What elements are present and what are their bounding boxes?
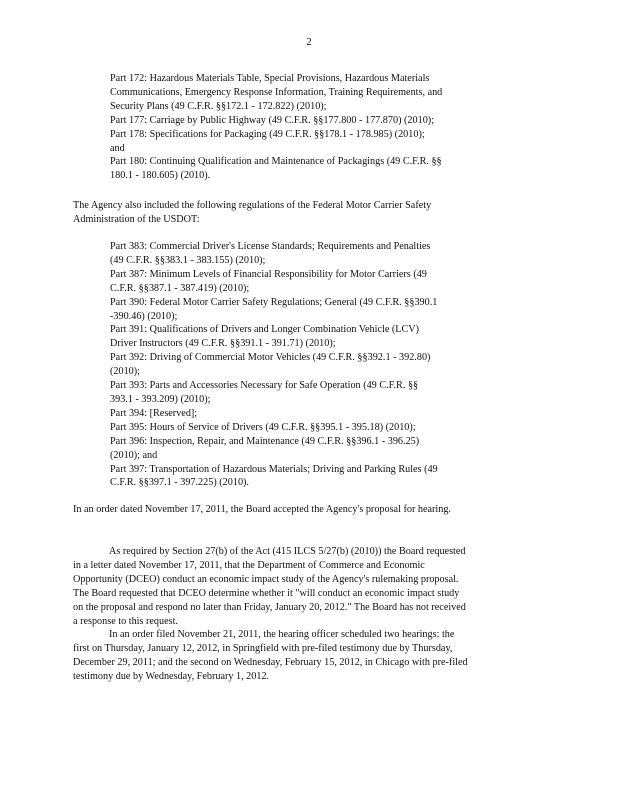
list-line: Part 393: Parts and Accessories Necessary for Safe Operation (49 C.F.R. §§ [110,380,419,392]
list-line: C.F.R. §§387.1 - 387.419) (2010); [110,282,250,294]
list-line: Driver Instructors (49 C.F.R. §§391.1 - 391.71) (2010); [110,338,336,350]
list-line: (2010); [110,366,140,378]
list-line: Part 390: Federal Motor Carrier Safety Regulations; General (49 C.F.R. §§390.1 [110,296,438,308]
list-line: (49 C.F.R. §§383.1 - 383.155) (2010); [110,254,266,266]
paragraph-line: first on Thursday, January 12, 2012, in Springfield with pre-filed testimony due by Thursday, [73,642,453,654]
paragraph-line: a response to this request. [73,615,178,627]
fmcsa-parts-list [110,240,510,490]
page-number: 2 [306,36,312,48]
dceo-request-paragraph [73,545,543,628]
list-line: Part 394: [Reserved]; [110,407,198,419]
paragraph-line: In an order filed November 21, 2011, the hearing officer scheduled two hearings: the [109,629,455,640]
list-line: (2010); and [110,449,158,461]
list-line: Security Plans (49 C.F.R. §§172.1 - 172.822) (2010); [110,100,327,112]
list-line: Part 391: Qualifications of Drivers and Longer Combination Vehicle (LCV) [110,324,420,336]
paragraph-line: Administration of the USDOT: [73,213,200,225]
list-line: Part 178: Specifications for Packaging (49 C.F.R. §§178.1 - 178.985) (2010); [110,128,425,140]
paragraph-line: December 29, 2011; and the second on Wednesday, February 15, 2012, in Chicago with pre-filed [73,656,468,668]
list-line: Part 180: Continuing Qualification and Maintenance of Packagings (49 C.F.R. §§ [110,156,442,168]
list-line: 180.1 - 180.605) (2010). [110,170,211,182]
paragraph-line: The Board requested that DCEO determine whether it "will conduct an economic impact study [73,587,460,599]
list-line: C.F.R. §§397.1 - 397.225) (2010). [110,477,249,489]
list-line: Part 177: Carriage by Public Highway (49 C.F.R. §§177.800 - 177.870) (2010); [110,114,435,126]
list-line: Part 395: Hours of Service of Drivers (49 C.F.R. §§395.1 - 395.18) (2010); [110,421,416,433]
list-line: Part 397: Transportation of Hazardous Materials; Driving and Parking Rules (49 [110,463,438,475]
paragraph-line: Opportunity (DCEO) conduct an economic impact study of the Agency's rulemaking proposal. [73,573,459,585]
hearing-schedule-paragraph [73,628,543,684]
list-line: Part 387: Minimum Levels of Financial Responsibility for Motor Carriers (49 [110,268,427,280]
paragraph-line: The Agency also included the following regulations of the Federal Motor Carrier Safety [73,200,432,211]
board-order-paragraph [73,503,543,517]
list-line: Part 383: Commercial Driver's License Standards; Requirements and Penalties [110,241,431,252]
list-line: and [110,142,125,154]
paragraph-line: In an order dated November 17, 2011, the Board accepted the Agency's proposal for hearing. [73,504,451,515]
paragraph-line: As required by Section 27(b) of the Act (415 ILCS 5/27(b) (2010)) the Board requested [109,546,466,557]
fmcsa-intro-paragraph [73,199,543,227]
list-line: Part 392: Driving of Commercial Motor Vehicles (49 C.F.R. §§392.1 - 392.80) [110,352,431,364]
paragraph-line: on the proposal and respond no later than Friday, January 20, 2012." The Board has not received [73,601,466,613]
hazmat-parts-list [110,72,510,183]
paragraph-line: in a letter dated November 17, 2011, that the Department of Commerce and Economic [73,559,425,571]
list-line: 393.1 - 393.209) (2010); [110,393,211,405]
list-line: Communications, Emergency Response Information, Training Requirements, and [110,86,443,98]
list-line: Part 172: Hazardous Materials Table, Special Provisions, Hazardous Materials [110,73,430,84]
list-line: -390.46) (2010); [110,310,178,322]
list-line: Part 396: Inspection, Repair, and Maintenance (49 C.F.R. §§396.1 - 396.25) [110,435,420,447]
paragraph-line: testimony due by Wednesday, February 1, 2012. [73,670,270,682]
